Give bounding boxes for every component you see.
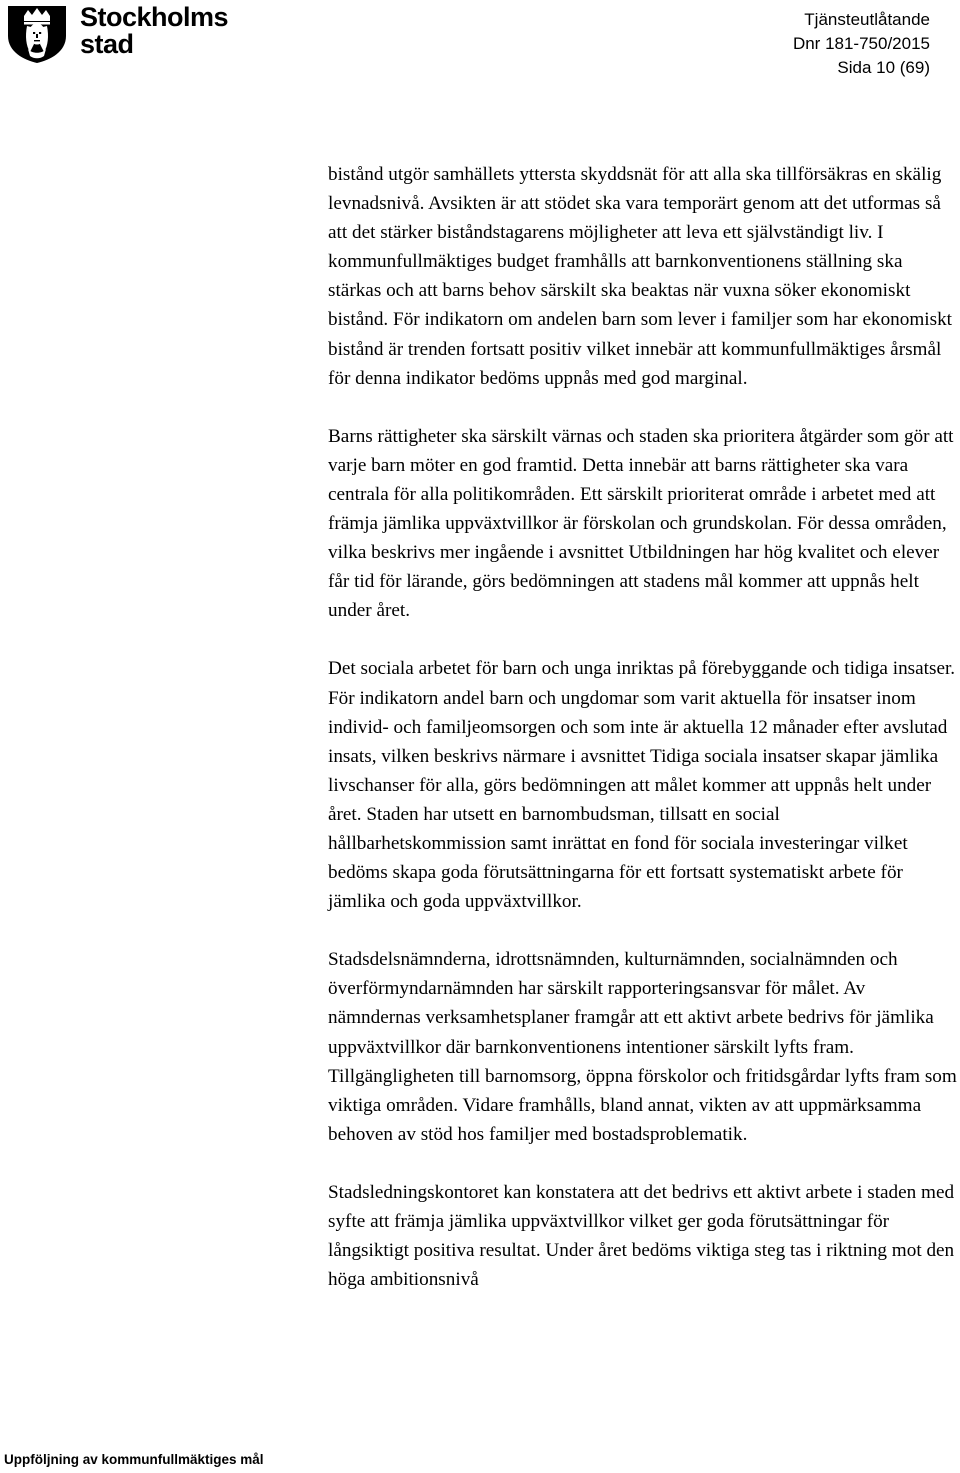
paragraph-5: Stadsledningskontoret kan konstatera att det bedrivs ett aktivt arbete i staden med syfte att främja jämlika uppväxtvillkor vilket ger goda förutsättningar för långsiktigt positiva resultat. Under året bedöms viktiga steg tas i riktning mot den höga ambitionsnivå [328,1181,955,1291]
logo-wordmark [80,4,228,58]
stockholms-stad-logo [4,2,236,62]
logo-line-2: stad [80,29,134,59]
paragraph-2: Barns rättigheter ska särskilt värnas och staden ska prioritera åtgärder som gör att varje barn möter en god framtid. Detta innebär att barns rättigheter ska vara centrala för alla politikområden. Ett särskilt prioriterat område i arbetet med att främja jämlika uppväxtvillkor är förskolan och grundskolan. För dessa områden, vilka beskrivs mer ingående i avsnittet Utbildningen har hög kvalitet och elever får tid för lärande, görs bedömningen att stadens mål kommer att uppnås helt under året. [328,425,954,622]
city-crest-icon [4,2,70,64]
footer-section-label: Uppföljning av kommunfullmäktiges mål [4,1452,264,1467]
paragraph-3: Det sociala arbetet för barn och unga inriktas på förebyggande och tidiga insatser. För indikatorn andel barn och ungdomar som varit aktuella för insatser inom individ- och familjeomsorgen och som inte är aktuella 12 månader efter avslutad insats, vilken beskrivs närmare i avsnittet Tidiga sociala insatser skapar jämlika livschanser för alla, görs bedömningen att målet kommer att uppnås helt under året. Staden har utsett en barnombudsman, tillsatt en social hållbarhetskommission samt inrättat en fond för sociala investeringar vilket bedöms skapa goda förutsättningarna för ett fortsatt systematiskt arbete för jämlika och goda uppväxtvillkor. [328,658,956,913]
page-number: Sida 10 (69) [837,58,930,77]
document-header-info [630,8,930,80]
paragraph-1: bistånd utgör samhällets yttersta skyddsnät för att alla ska tillförsäkras en skälig levnadsnivå. Avsikten är att stödet ska vara temporärt genom att det utformas så att det stärker biståndstagarens möjligheter att leva ett självständigt liv. I kommunfullmäktiges budget framhålls att barnkonventionens ställning ska stärkas och att barns behov särskilt ska beaktas när vuxna söker ekonomiskt bistånd. För indikatorn om andelen barn som lever i familjer som har ekonomiskt bistånd är trenden fortsatt positiv vilket innebär att kommunfullmäktiges årsmål för denna indikator bedöms uppnås med god marginal. [328,164,952,389]
paragraph-4: Stadsdelsnämnderna, idrottsnämnden, kulturnämnden, socialnämnden och överförmyndarnämnden har särskilt rapporteringsansvar för målet. Av nämndernas verksamhetsplaner framgår att ett aktivt arbete bedrivs för jämlika uppväxtvillkor där barnkonventionens intentioner särskilt lyfts fram. Tillgängligheten till barnomsorg, öppna förskolor och fritidsgårdar lyfts fram som viktiga områden. Vidare framhålls, bland annat, vikten av att uppmärksamma behoven av stöd hos familjer med bostadsproblematik. [328,949,957,1145]
diary-number: Dnr 181-750/2015 [792,34,930,53]
document-type: Tjänsteutlåtande [804,10,930,29]
document-body [328,160,958,1323]
logo-line-1: Stockholms [80,2,229,32]
